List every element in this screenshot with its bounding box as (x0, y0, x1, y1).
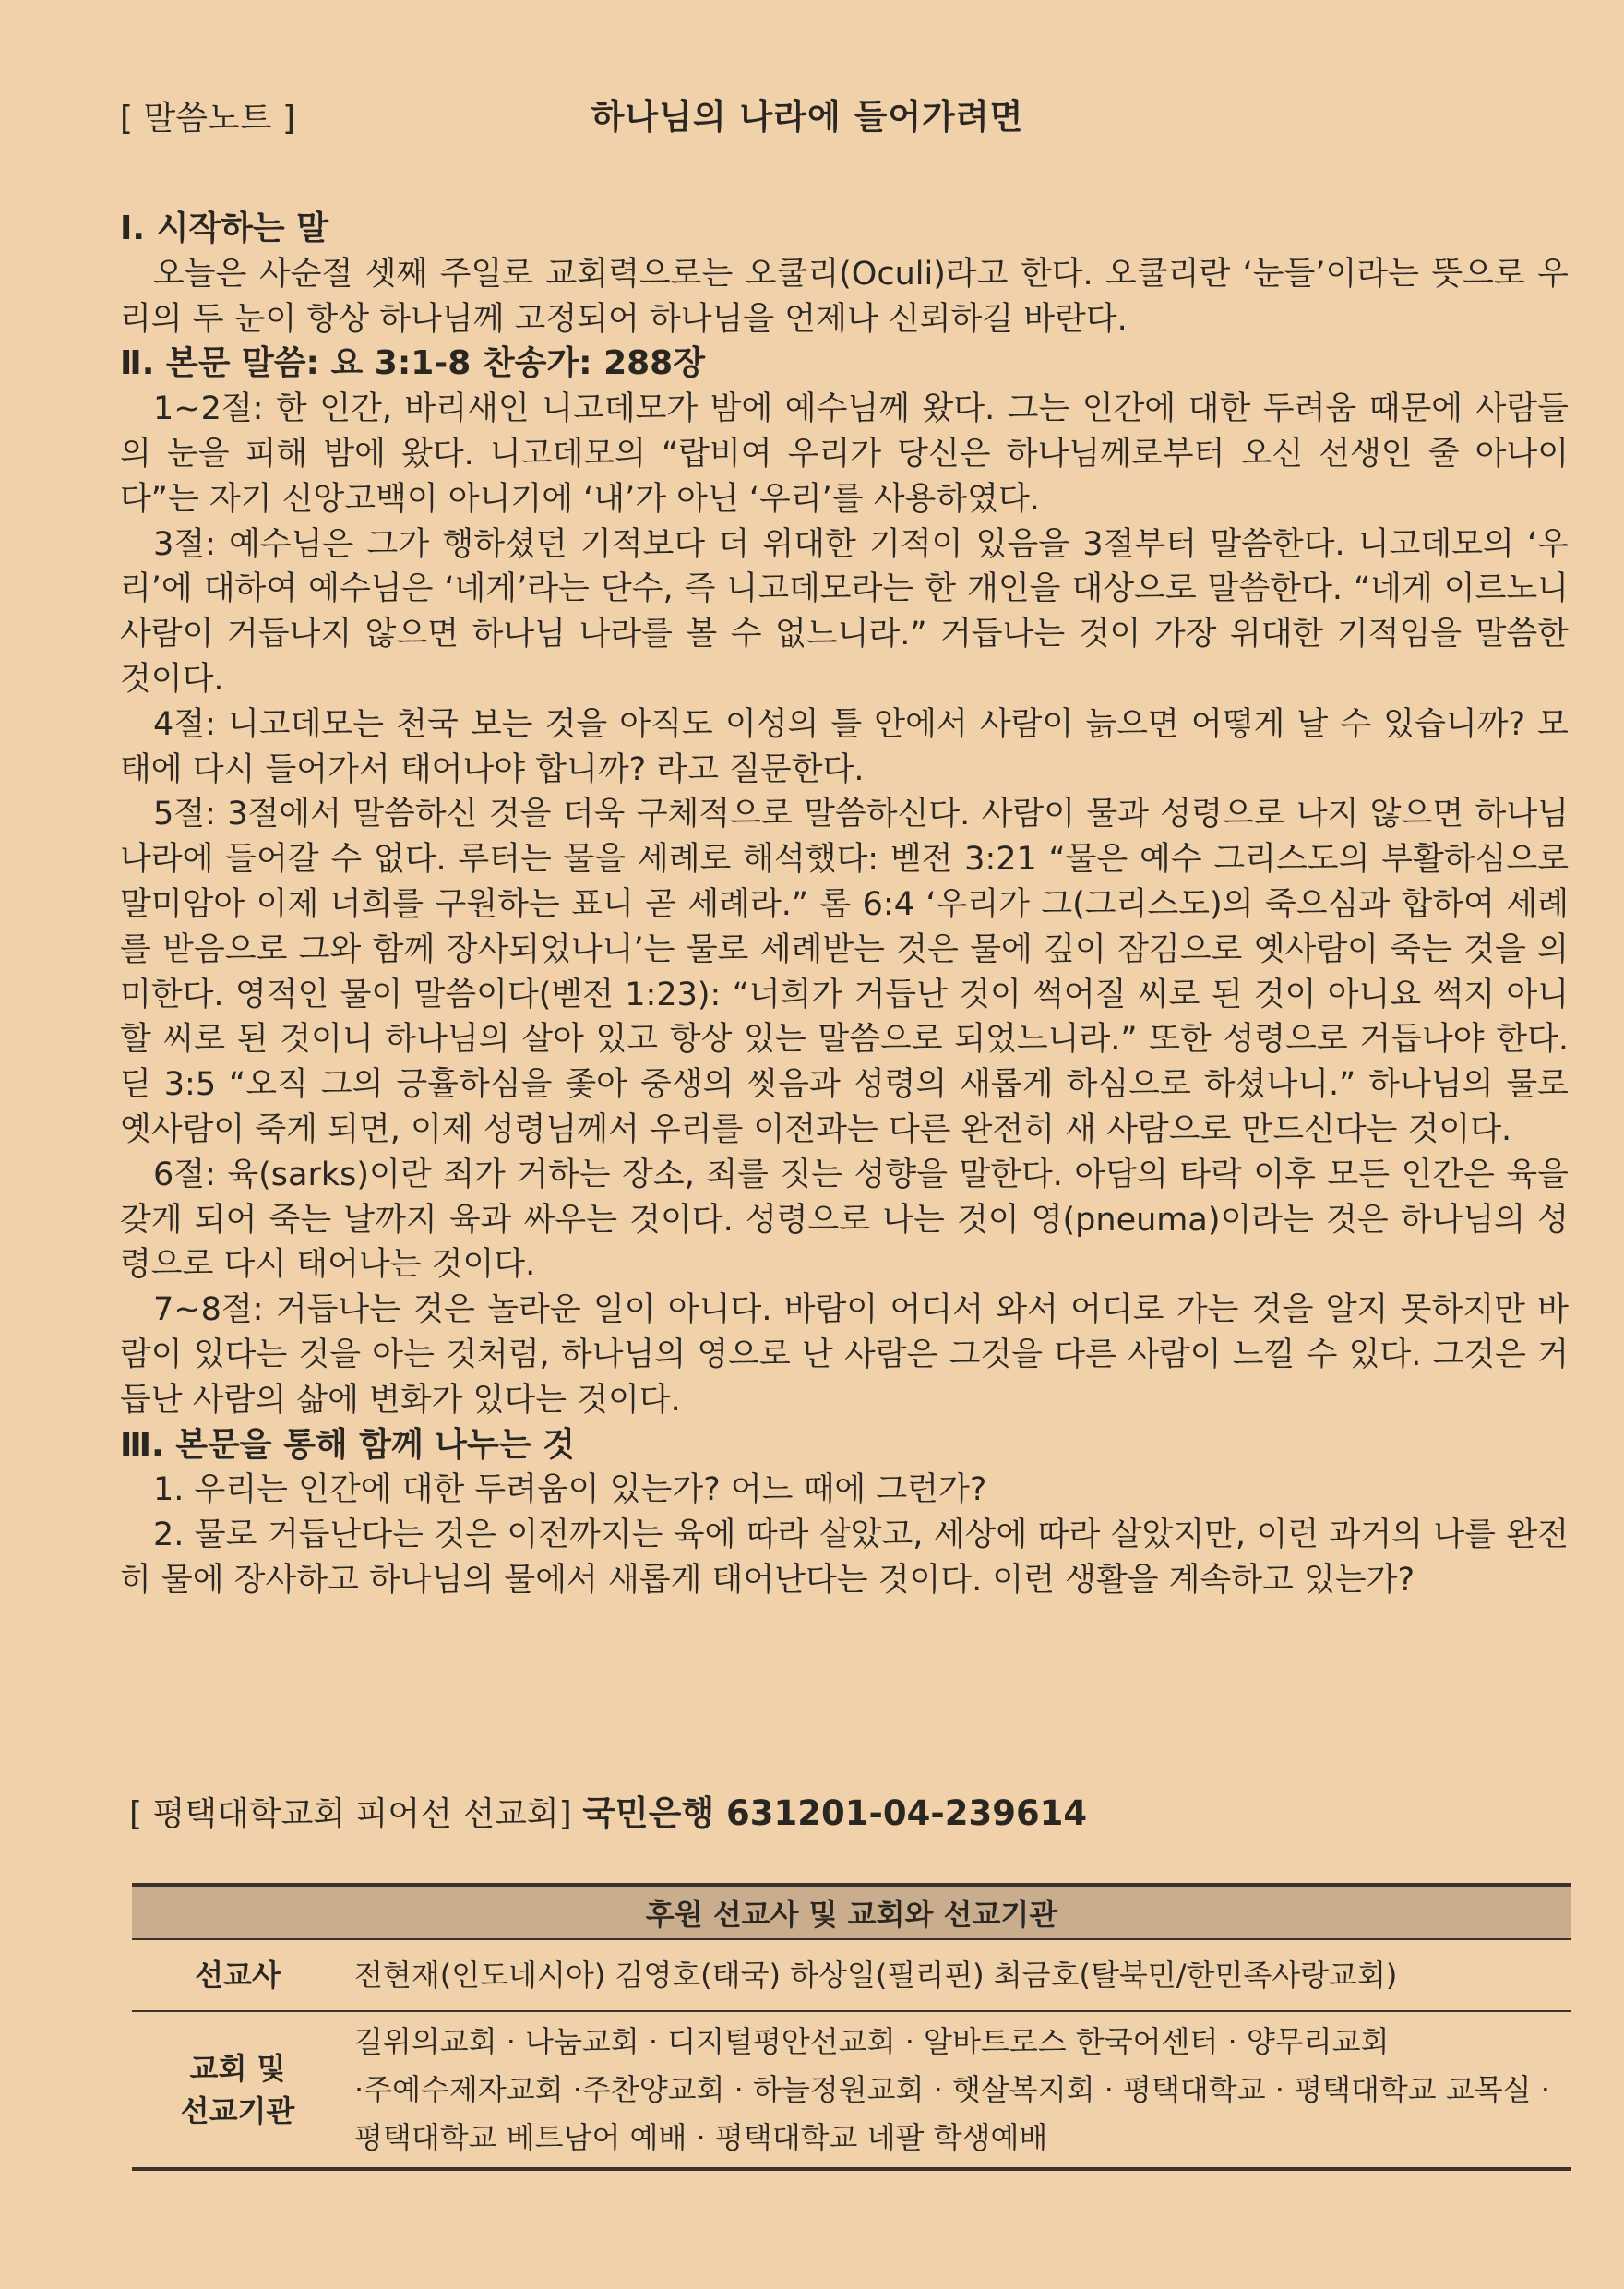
section-1-heading: Ⅰ. 시작하는 말 (120, 210, 329, 247)
support-table (132, 1883, 1571, 2171)
org-list (343, 2011, 1571, 2169)
verse-7-8-paragraph: 7~8절: 거듭나는 것은 놀라운 일이 아니다. 바람이 어디서 와서 어디로 가는 것을 알지 못하지만 바람이 있다는 것을 아는 것처럼, 하나님의 영으로 난 사람은 그것을 다른 사람이 느낄 수 있다. 그것은 거듭난 사람의 삶에 변화가 있다는 것이다. (120, 1291, 1569, 1419)
missionary-label: 선교사 (132, 1939, 343, 2011)
org-label (132, 2011, 343, 2169)
bank-account-number: 국민은행 631201-04-239614 (582, 1793, 1088, 1833)
verse-4-paragraph: 4절: 니고데모는 천국 보는 것을 아직도 이성의 틀 안에서 사람이 늙으면 어떻게 날 수 있습니까? 모태에 다시 들어가서 태어나야 합니까? 라고 질문한다. (120, 705, 1569, 788)
section-2-heading: Ⅱ. 본문 말씀: 요 3:1-8 찬송가: 288장 (120, 344, 705, 383)
support-table-heading: 후원 선교사 및 교회와 선교기관 (132, 1885, 1571, 1939)
verse-1-2-paragraph: 1~2절: 한 인간, 바리새인 니고데모가 밤에 예수님께 왔다. 그는 인간에 대한 두려움 때문에 사람들의 눈을 피해 밤에 왔다. 니고데모의 “랍비여 우리가 당신은 하나님께로부터 오신 선생인 줄 아나이다”는 자기 신앙고백이 아니기에 ‘내’가 아닌 ‘우리’를 사용하였다. (120, 390, 1569, 518)
section-3-heading: Ⅲ. 본문을 통해 함께 나누는 것 (120, 1425, 575, 1464)
note-tag: [ 말씀노트 ] (120, 100, 296, 138)
page-title: 하나님의 나라에 들어가려면 (591, 97, 1024, 137)
discussion-question-2: 2. 물로 거듭난다는 것은 이전까지는 육에 따라 살았고, 세상에 따라 살았지만, 이런 과거의 나를 완전히 물에 장사하고 하나님의 물에서 새롭게 태어난다는 것이다. 이런 생활을 계속하고 있는가? (120, 1516, 1569, 1599)
account-info (129, 1785, 1087, 1835)
verse-3-paragraph: 3절: 예수님은 그가 행하셨던 기적보다 더 위대한 기적이 있음을 3절부터 말씀한다. 니고데모의 ‘우리’에 대하여 예수님은 ‘네게’라는 단수, 즉 니고데모라는 한 개인을 대상으로 말씀한다. “네게 이르노니 사람이 거듭나지 않으면 하나님 나라를 볼 수 없느니라.” 거듭나는 것이 가장 위대한 기적임을 말씀한 것이다. (120, 525, 1569, 698)
section-1-paragraph: 오늘은 사순절 셋째 주일로 교회력으로는 오쿨리(Oculi)라고 한다. 오쿨리란 ‘눈들’이라는 뜻으로 우리의 두 눈이 항상 하나님께 고정되어 하나님을 언제나 신뢰하길 바란다. (120, 255, 1569, 338)
sermon-body (120, 207, 1569, 1603)
org-list-line-2: ·주예수제자교회 ·주찬양교회 · 하늘정원교회 · 햇살복지회 · 평택대학교 · 평택대학교 교목실 · (354, 2072, 1550, 2107)
verse-6-paragraph: 6절: 육(sarks)이란 죄가 거하는 장소, 죄를 짓는 성향을 말한다. 아담의 타락 이후 모든 인간은 육을 갖게 되어 죽는 날까지 육과 싸우는 것이다. 성령으로 나는 것이 영(pneuma)이라는 것은 하나님의 성령으로 다시 태어나는 것이다. (120, 1156, 1569, 1284)
org-list-line-1: 길위의교회 · 나눔교회 · 디지털평안선교회 · 알바트로스 한국어센터 · 양무리교회 (354, 2024, 1390, 2059)
org-list-line-3: 평택대학교 베트남어 예배 · 평택대학교 네팔 학생예배 (354, 2120, 1048, 2155)
missionary-list: 전현재(인도네시아) 김영호(태국) 하상일(필리핀) 최금호(탈북민/한민족사랑교회) (343, 1939, 1571, 2011)
org-label-line-2: 선교기관 (180, 2093, 295, 2128)
header (120, 89, 1495, 144)
org-label-line-1: 교회 및 (189, 2051, 286, 2086)
account-label: [ 평택대학교회 피어선 선교회] (129, 1795, 572, 1833)
verse-5-paragraph: 5절: 3절에서 말씀하신 것을 더욱 구체적으로 말씀하신다. 사람이 물과 성령으로 나지 않으면 하나님 나라에 들어갈 수 없다. 루터는 물을 세례로 해석했다: 벧전 3:21 “물은 예수 그리스도의 부활하심으로 말미암아 이제 너희를 구원하는 표니 곧 세례라.” 롬 6:4 ‘우리가 그(그리스도)의 죽으심과 합하여 세례를 받음으로 그와 함께 장사되었나니’는 물로 세례받는 것은 물에 깊이 잠김으로 옛사람이 죽는 것을 의미한다. 영적인 물이 말씀이다(벧전 1:23): “너희가 거듭난 것이 썩어질 씨로 된 것이 아니요 썩지 아니할 씨로 된 것이니 하나님의 살아 있고 항상 있는 말씀으로 되었느니라.” 또한 성령으로 거듭나야 한다. 딛 3:5 “오직 그의 긍휼하심을 좇아 중생의 씻음과 성령의 새롭게 하심으로 하셨나니.” 하나님의 물로 옛사람이 죽게 되면, 이제 성령님께서 우리를 이전과는 다른 완전히 새 사람으로 만드신다는 것이다. (120, 796, 1569, 1148)
discussion-question-1: 1. 우리는 인간에 대한 두려움이 있는가? 어느 때에 그런가? (153, 1471, 987, 1509)
